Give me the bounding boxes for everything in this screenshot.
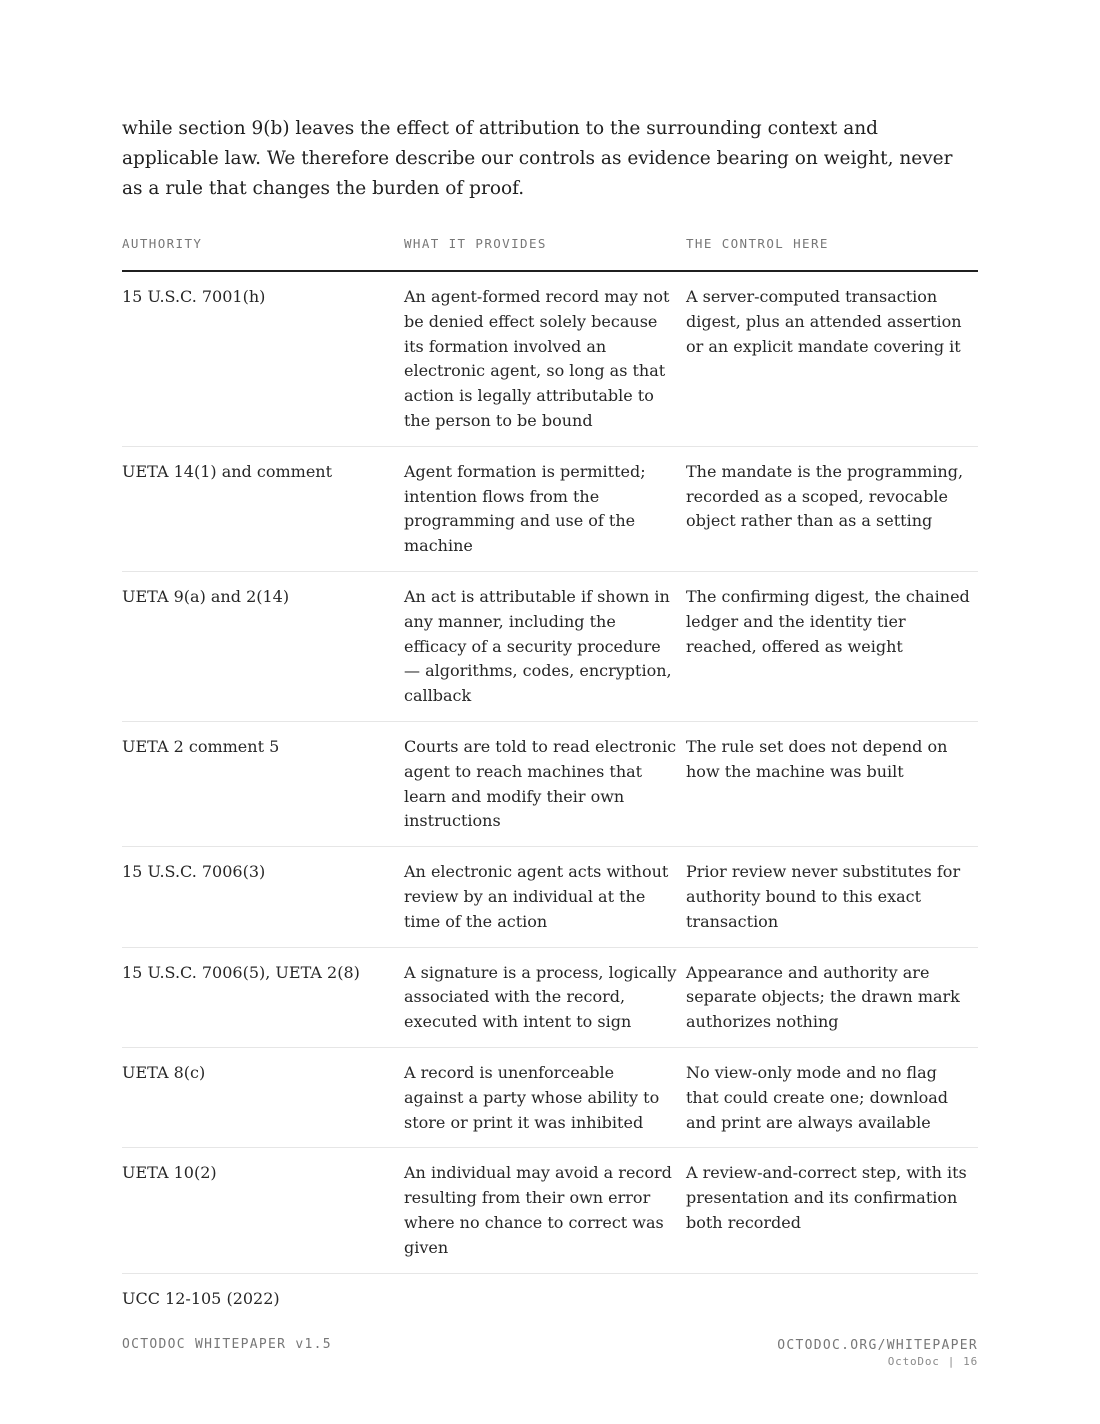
header-what-it-provides: WHAT IT PROVIDES [404, 236, 547, 251]
authority-cell: UETA 8(c) [122, 1062, 206, 1082]
authority-cell: 15 U.S.C. 7006(5), UETA 2(8) [122, 962, 360, 982]
table-row [122, 447, 978, 572]
provides-cell: A record is unenforceable against a party whose ability to store or print it was inhibited [404, 1062, 660, 1132]
authority-table [122, 228, 978, 1323]
footer-separator: | [947, 1355, 956, 1368]
authority-cell: UCC 12-105 (2022) [122, 1288, 280, 1308]
provides-cell: Courts are told to read electronic agent to reach machines that learn and modify their own instructions [404, 736, 677, 831]
control-cell: A review-and-correct step, with its presentation and its confirmation both recorded [686, 1163, 967, 1232]
header-the-control-here: THE CONTROL HERE [686, 236, 829, 251]
provides-cell: An act is attributable if shown in any manner, including the efficacy of a security procedure — algorithms, codes, encryption, callback [404, 586, 672, 706]
provides-cell: A signature is a process, logically associated with the record, executed with intent to sign [404, 962, 677, 1032]
table-row [122, 572, 978, 722]
document-page [122, 0, 978, 1424]
authority-cell: UETA 14(1) and comment [122, 461, 333, 481]
page-number: 16 [963, 1355, 978, 1368]
control-cell: The confirming digest, the chained ledger and the identity tier reached, offered as weight [686, 586, 970, 656]
table-row [122, 948, 978, 1048]
footer-brand: OctoDoc [887, 1355, 940, 1368]
provides-cell [404, 1287, 686, 1312]
authority-cell: UETA 2 comment 5 [122, 736, 280, 756]
table-row [122, 1148, 978, 1273]
footer-page-info [777, 1354, 978, 1370]
authority-cell: UETA 10(2) [122, 1163, 217, 1183]
control-cell: The rule set does not depend on how the machine was built [686, 736, 948, 781]
table-row [122, 847, 978, 947]
control-cell: The mandate is the programming, recorded as a scoped, revocable object rather than as a setting [686, 461, 964, 531]
table-row [122, 722, 978, 847]
footer-url-link[interactable]: OCTODOC.ORG/WHITEPAPER [777, 1338, 978, 1353]
table-row [122, 1048, 978, 1148]
footer-right [777, 1337, 978, 1370]
table-row [122, 272, 978, 447]
control-cell: A server-computed transaction digest, plus an attended assertion or an explicit mandate covering it [686, 287, 962, 356]
control-cell [686, 1287, 978, 1312]
authority-cell: UETA 9(a) and 2(14) [122, 586, 290, 606]
intro-paragraph: while section 9(b) leaves the effect of attribution to the surrounding context and applicable law. We therefore describe our controls as evidence bearing on weight, never as a rule that changes the burden of proof. [122, 118, 953, 199]
provides-cell: An agent-formed record may not be denied effect solely because its formation involved an electronic agent, so long as that action is legally attributable to the person to be bound [404, 287, 670, 430]
control-cell: Prior review never substitutes for authority bound to this exact transaction [686, 862, 961, 931]
header-authority: AUTHORITY [122, 236, 203, 251]
provides-cell: Agent formation is permitted; intention flows from the programming and use of the machine [404, 461, 646, 556]
provides-cell: An individual may avoid a record resulting from their own error where no chance to correct was given [404, 1163, 672, 1257]
authority-cell: 15 U.S.C. 7001(h) [122, 287, 266, 306]
control-cell: Appearance and authority are separate objects; the drawn mark authorizes nothing [686, 962, 960, 1032]
control-cell: No view-only mode and no flag that could create one; download and print are always available [686, 1062, 949, 1132]
footer-document-version: OCTODOC WHITEPAPER v1.5 [122, 1337, 332, 1352]
provides-cell: An electronic agent acts without review by an individual at the time of the action [404, 862, 669, 931]
table-row [122, 1274, 978, 1324]
authority-cell: 15 U.S.C. 7006(3) [122, 862, 266, 882]
table-header [122, 228, 978, 272]
